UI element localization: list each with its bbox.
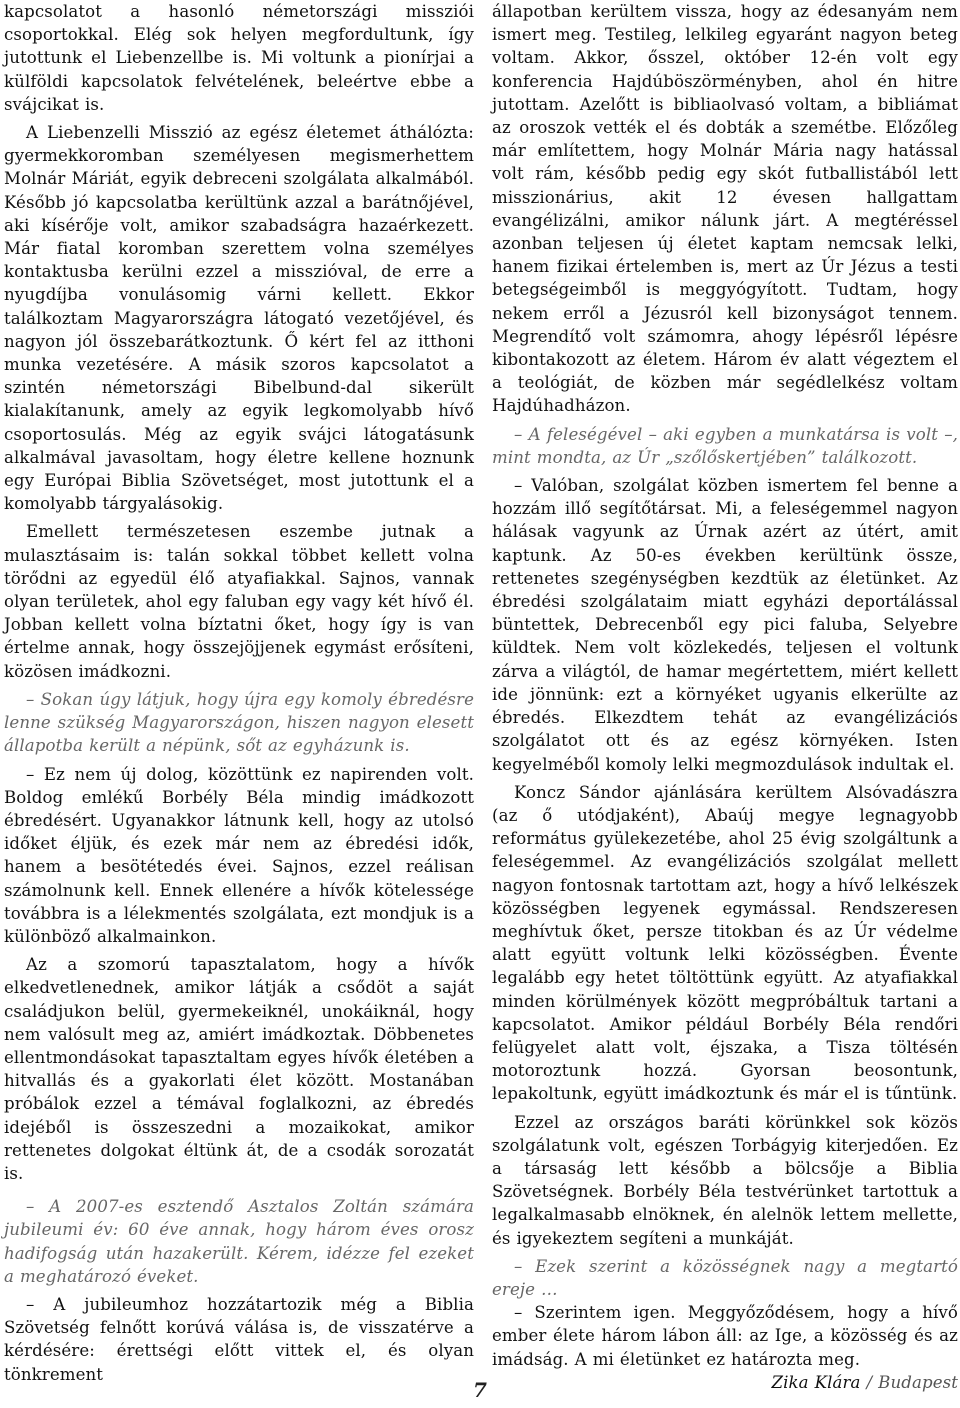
paragraph: Az a szomorú tapasztalatom, hogy a hívők elkedvetlenednek, amikor látják a csődöt a saját családjukon belül, gyermekeiknél, unokáiknál, hogy nem valósult meg az, amiért imádkoztak. Döbbenetes ellentmondásokat tapasztaltam egyes hívők életében a hitvallás és a gyakorlati élet között. Mostanában próbálok ezzel a témával foglalkozni, az ébredés idejéből is összeszedni a mozaikokat, amikor rettenetes dolgokat éltünk át, de a csodák sorozatát is.	[4, 955, 474, 1183]
paragraph: – Szerintem igen. Meggyőződésem, hogy a hívő ember élete három lábon áll: az Ige, a közösség és az imádság. A mi életünket ez határozta meg.	[492, 1303, 958, 1369]
paragraph: kapcsolatot a hasonló németországi missziói csoportokkal. Elég sok helyen megfordultunk, így jutottunk el Liebenzellbe is. Mi voltunk a pionírjai a külföldi kapcsolatok felvételének, beleértve ebbe a svájcikat is.	[4, 2, 474, 114]
interview-question: – Sokan úgy látjuk, hogy újra egy komoly ébredésre lenne szükség Magyarországon, hiszen nagyon elesett állapotba került a népünk, sőt az egyházunk is.	[4, 689, 474, 756]
interview-question: – A 2007-es esztendő Asztalos Zoltán számára jubileumi év: 60 éve annak, hogy három éves orosz hadifogság után hazakerült. Kérem, idézze fel ezeket a meghatározó éveket.	[4, 1197, 474, 1286]
paragraph: Ezzel az országos baráti körünkkel sok közös szolgálatunk volt, egészen Torbágyig kiterjedően. Ez a társaság lett később a bölcsője a Biblia Szövetségnek. Borbély Béla testvérünket tartottuk a legalkalmasabb elnöknek, én alelnök lettem mellette, és igyekeztem segíteni a munkáját.	[492, 1112, 958, 1248]
paragraph: – A jubileumhoz hozzátartozik még a Biblia Szövetség felnőtt korúvá válása is, de visszatérve a kérdésére: érettségi előtt vittek el, és olyan tönkrement	[4, 1294, 474, 1384]
author-place: Budapest	[878, 1372, 958, 1392]
interview-question: – Ezek szerint a közösségnek nagy a megtartó ereje …	[492, 1256, 958, 1299]
paragraph: Emellett természetesen eszembe jutnak a mulasztásaim is: talán sokkal többet kellett volna törődni az egyedül élő atyafiakkal. Sajnos, vannak olyan területek, ahol egy faluban egy vagy két hívő él. Jobban kellett volna bíztatni őket, hogy így is van értelme annak, hogy összejöjjenek egymást erősíteni, közösen imádkozni.	[4, 522, 474, 681]
page-number: 7	[473, 1378, 487, 1402]
interview-question: – A feleségével – aki egyben a munkatársa is volt –, mint mondta, az Úr „szőlőskertjében” találkozott.	[492, 424, 958, 467]
paragraph: – Ez nem új dolog, közöttünk ez napirenden volt. Boldog emlékű Borbély Béla mindig imádkozott ébredésért. Ugyanakkor látnunk kell, hogy az utolsó időket éljük, és ezek már nem az ébredési idők, hanem a besötétedés évei. Sajnos, ezzel reálisan számolnunk kell. Ennek ellenére a hívők kötelessége továbbra is a lélekmentés szolgálata, ezt mondjuk is a különböző alkalmainkon.	[4, 764, 474, 946]
paragraph: állapotban kerültem vissza, hogy az édesanyám nem ismert meg. Testileg, lelkileg egyaránt nagyon beteg voltam. Akkor, ősszel, október 12-én volt egy konferencia Hajdúböszörményben, ahol én hitre jutottam. Azelőtt is bibliaolvasó voltam, a bibliámat az oroszok vették el és dobták a szemétbe. Előzőleg már említettem, hogy Molnár Mária nagy hatással volt rám, később pedig egy skót futballistából lett misszionárius, akit 12 évesen hallgattam evangélizálni, amikor nálunk járt. A megtéréssel azonban teljesen új életet kaptam nemcsak lelki, hanem fizikai értelemben is, mert az Úr Jézus a testi betegségeimből is meggyógyított. Tudtam, hogy nekem erről a Jézusról kell bizonyságot tennem. Megrendítő volt számomra, ahogy lépésről lépésre kibontakozott az életem. Három év alatt végeztem el a teológiát, de közben már segédlelkész voltam Hajdúhadházon.	[492, 2, 958, 416]
paragraph: – Valóban, szolgálat közben ismertem fel benne a hozzám illő segítőtársat. Mi, a feleségemmel nagyon hálásak vagyunk az Úrnak azért az útért, amit kaptunk. Az 50-es években kerültünk össze, rettenetes szegénységben kezdtük az életünket. Az ébredési szolgálataim miatt egyházi deportálással büntettek, Debrecenből egy pici faluba, Selyebre küldtek. Nem volt közlekedés, teljesen el voltunk zárva a világtól, de hamar megértettem, miért kellett ide jönnünk: ezt a környéket ugyanis elkerülte az ébredés. Elkezdtem tehát az evangélizációs szolgálatot ott és az egész környéken. Isten kegyelméből komoly lelki megmozdulások indultak el.	[492, 476, 958, 774]
paragraph: A Liebenzelli Misszió az egész életemet áthálózta: gyermekkoromban személyesen megismerhettem Molnár Máriát, egyik debreceni szolgálata alkalmából. Később jó kapcsolatba kerültünk azzal a barátnőjével, aki kísérője volt, amikor szabadságra hazaérkezett. Már fiatal koromban szerettem volna személyes kontaktusba kerülni ezzel a misszióval, de erre a nyugdíjba vonulásomig várni kellett. Ekkor találkoztam Magyarországra látogató vezetőjével, és nagyon jól összebarátkoztunk. Ő kért fel az itthoni munka vezetésére. A másik szoros kapcsolatot a szintén németországi Bibelbund-dal sikerült kialakítanunk, amely az egyik legkomolyabb hívő csoportosulás. Még az egyik svájci látogatásunk alkalmával javasoltam, hogy életre kellene hoznunk egy Európai Biblia Szövetséget, most jutottunk el a komolyabb tárgyalásokig.	[4, 123, 474, 514]
right-column	[492, 0, 958, 1394]
signature-separator: /	[860, 1372, 879, 1392]
paragraph: Koncz Sándor ajánlására kerültem Alsóvadászra (az ő utódjaként), Abaúj megye legnagyobb református gyülekezetébe, ahol 25 évig szolgáltunk a feleségemmel. Az evangélizációs szolgálat mellett nagyon fontosnak tartottam azt, hogy a hívő lelkészek közösségben legyenek egymással. Rendszeresen meghívtuk őket, persze titokban és az Úr védelme alatt együtt voltunk lelki közösségben. Évente legalább egy hetet töltöttünk együtt. Az atyafiakkal minden körülmények között megpróbáltuk tartani a kapcsolatot. Amikor például Borbély Béla rendőri felügyelet alatt volt, éjszaka, a Tisza töltésén motoroztunk hozzá. Gyorsan beosontunk, lepakoltunk, együtt imádkoztunk és már el is tűntünk.	[492, 782, 958, 1104]
author-name: Zika Klára	[771, 1372, 861, 1392]
left-column	[4, 0, 474, 1386]
